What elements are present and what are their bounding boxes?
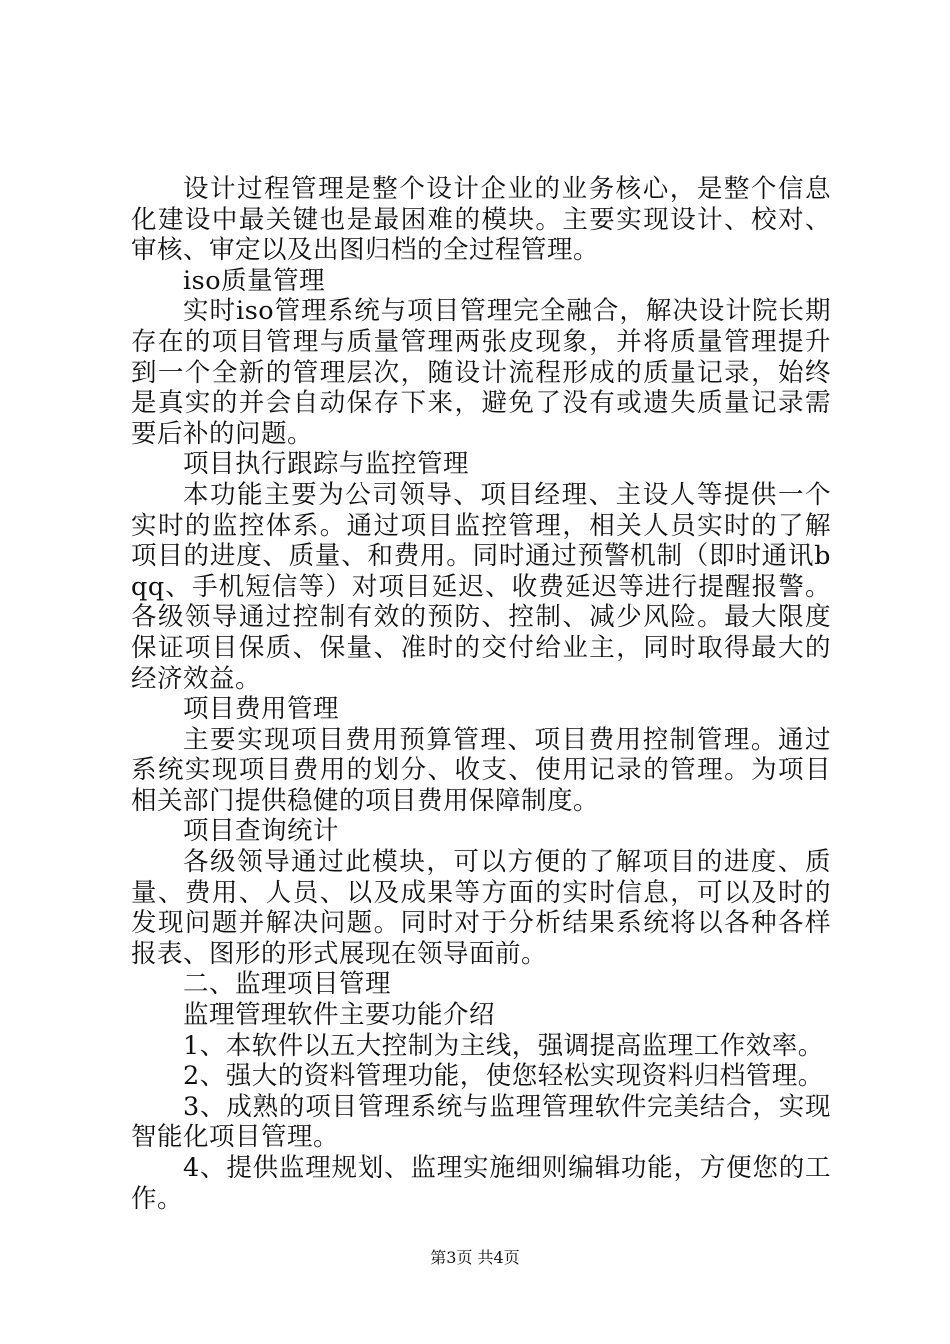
heading-supervision-software: 监理管理软件主要功能介绍 — [183, 1000, 496, 1031]
list-item-2: 2、强大的资料管理功能，使您轻松实现资料归档管理。 — [183, 1061, 824, 1092]
heading-project-query: 项目查询统计 — [183, 816, 340, 847]
page-footer: 第3页 共4页 — [430, 1248, 520, 1267]
paragraph-project-cost: 主要实现项目费用预算管理、项目费用控制管理。通过系统实现项目费用的划分、收支、使用记录的管理。为项目相关部门提供稳健的项目费用保障制度。 — [131, 724, 831, 816]
list-item-3: 3、成熟的项目管理系统与监理管理软件完美结合，实现智能化项目管理。 — [131, 1091, 831, 1153]
paragraph-project-tracking: 本功能主要为公司领导、项目经理、主设人等提供一个实时的监控体系。通过项目监控管理，相关人员实时的了解项目的进度、质量、和费用。同时通过预警机制（即时通讯bqq、手机短信等）对项目延迟、收费延迟等进行提醒报警。各级领导通过控制有效的预防、控制、减少风险。最大限度保证项目保质、保量、准时的交付给业主，同时取得最大的经济效益。 — [131, 479, 831, 694]
paragraph-design-process: 设计过程管理是整个设计企业的业务核心，是整个信息化建设中最关键也是最困难的模块。主要实现设计、校对、审核、审定以及出图归档的全过程管理。 — [131, 174, 831, 266]
document-body — [131, 174, 831, 1214]
list-item-1: 1、本软件以五大控制为主线，强调提高监理工作效率。 — [183, 1030, 824, 1061]
list-item-4: 4、提供监理规划、监理实施细则编辑功能，方便您的工作。 — [131, 1153, 831, 1214]
paragraph-iso-quality: 实时iso管理系统与项目管理完全融合，解决设计院长期存在的项目管理与质量管理两张皮现象，并将质量管理提升到一个全新的管理层次，随设计流程形成的质量记录，始终是真实的并会自动保存下来，避免了没有或遗失质量记录需要后补的问题。 — [131, 296, 831, 449]
paragraph-project-query: 各级领导通过此模块，可以方便的了解项目的进度、质量、费用、人员、以及成果等方面的实时信息，可以及时的发现问题并解决问题。同时对于分析结果系统将以各种各样报表、图形的形式展现在领导面前。 — [131, 847, 831, 969]
heading-supervision-project: 二、监理项目管理 — [183, 969, 392, 1000]
heading-project-cost: 项目费用管理 — [183, 694, 340, 725]
heading-iso-quality: iso质量管理 — [183, 265, 326, 296]
heading-project-tracking: 项目执行跟踪与监控管理 — [183, 449, 470, 480]
